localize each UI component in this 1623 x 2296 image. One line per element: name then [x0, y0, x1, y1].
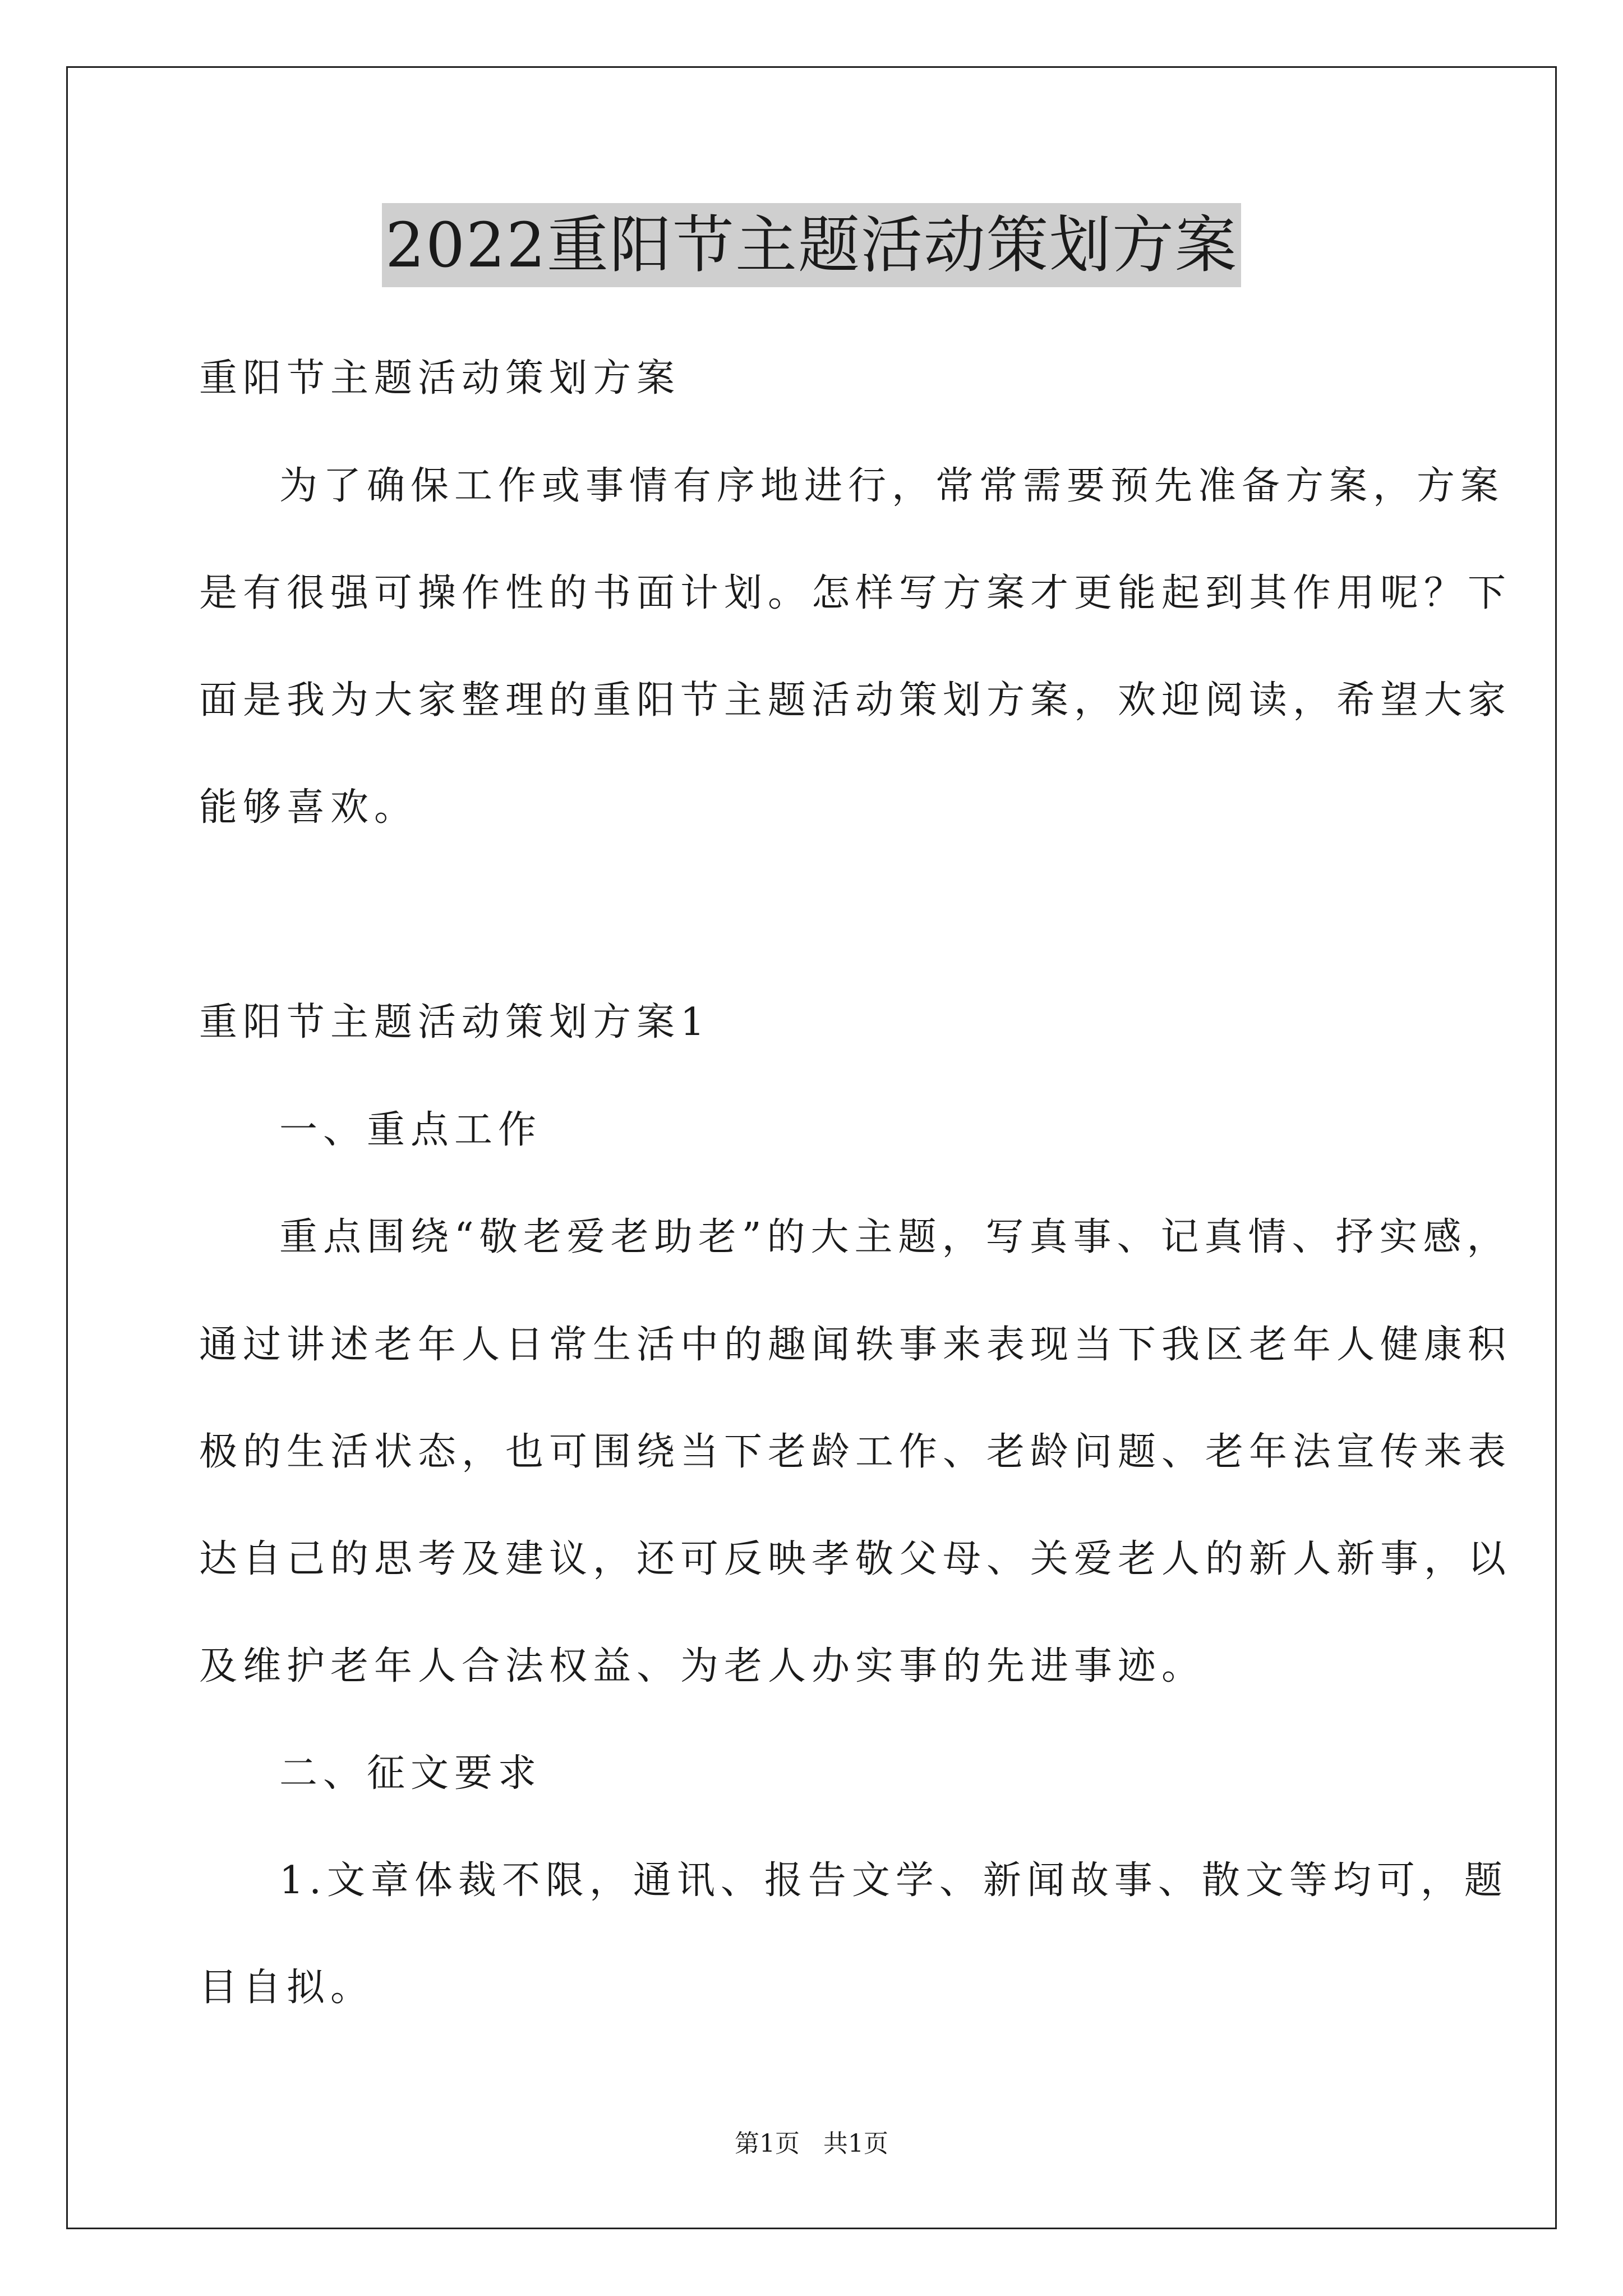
- paragraph-line: 及维护老年人合法权益、为老人办实事的先进事迹。: [199, 1644, 1206, 1688]
- title-block: [0, 203, 1623, 287]
- paragraph-line: 重点围绕“敬老爱老助老”的大主题，写真事、记真情、抒实感，: [279, 1215, 1511, 1259]
- paragraph-line: 1.文章体裁不限，通讯、报告文学、新闻故事、散文等均可，题: [279, 1858, 1508, 1903]
- document-title: 2022重阳节主题活动策划方案: [382, 203, 1241, 287]
- subtitle: 重阳节主题活动策划方案: [199, 356, 681, 401]
- paragraph-line: 是有很强可操作性的书面计划。怎样写方案才更能起到其作用呢？下: [199, 571, 1512, 615]
- paragraph-line: 能够喜欢。: [199, 785, 418, 830]
- section-title: 重阳节主题活动策划方案1: [199, 1000, 711, 1045]
- paragraph-line: 为了确保工作或事情有序地进行，常常需要预先准备方案，方案: [279, 464, 1505, 508]
- page-footer: 第1页 共1页: [735, 2129, 888, 2158]
- paragraph-line: 面是我为大家整理的重阳节主题活动策划方案，欢迎阅读，希望大家: [199, 678, 1512, 723]
- paragraph-line: 极的生活状态，也可围绕当下老龄工作、老龄问题、老年法宣传来表: [199, 1430, 1512, 1474]
- paragraph-line: 达自己的思考及建议，还可反映孝敬父母、关爱老人的新人新事，以: [199, 1537, 1512, 1581]
- paragraph-line: 目自拟。: [199, 1966, 375, 2010]
- heading-2: 二、征文要求: [279, 1751, 542, 1796]
- heading-1: 一、重点工作: [279, 1108, 542, 1152]
- paragraph-line: 通过讲述老年人日常生活中的趣闻轶事来表现当下我区老年人健康积: [199, 1323, 1512, 1367]
